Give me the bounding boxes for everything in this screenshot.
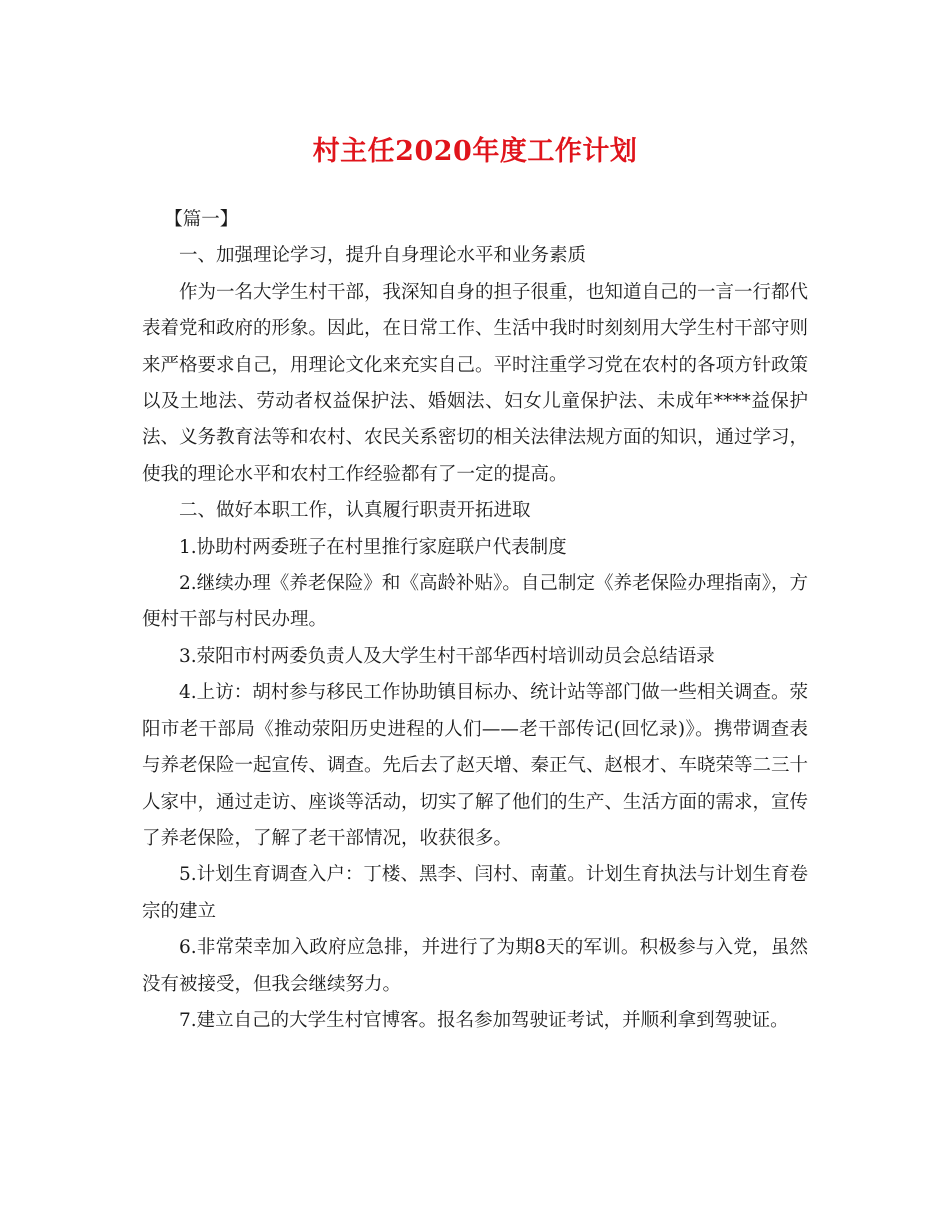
list-item-2: 2.继续办理《养老保险》和《高龄补贴》。自己制定《养老保险办理指南》，方便村干部与村民办理。 [142,573,808,631]
paragraph-theory-study: 作为一名大学生村干部，我深知自身的担子很重，也知道自己的一言一行都代表着党和政府的形象。因此，在日常工作、生活中我时时刻刻用大学生村干部守则来严格要求自己，用理论文化来充实自己。平时注重学习党在农村的各项方针政策以及土地法、劳动者权益保护法、婚姻法、妇女儿童保护法、未成年****益保护法、义务教育法等和农村、农民关系密切的相关法律法规方面的知识，通过学习，使我的理论水平和农村工作经验都有了一定的提高。 [142,281,809,485]
list-item-5: 5.计划生育调查入户：丁楼、黑李、闫村、南董。计划生育执法与计划生育卷宗的建立 [142,864,808,922]
document-title: 村主任2020年度工作计划 [312,136,638,167]
list-item-3: 3.荥阳市村两委负责人及大学生村干部华西村培训动员会总结语录 [179,645,715,667]
list-item-4: 4.上访：胡村参与移民工作协助镇目标办、统计站等部门做一些相关调查。荥阳市老干部局《推动荥阳历史进程的人们——老干部传记(回忆录)》。携带调查表与养老保险一起宣传、调查。先后去了赵天增、秦正气、赵根才、车晓荣等二三十人家中，通过走访、座谈等活动，切实了解了他们的生产、生活方面的需求，宣传了养老保险，了解了老干部情况，收获很多。 [142,682,809,849]
heading-theory-study: 一、加强理论学习，提升自身理论水平和业务素质 [179,245,587,267]
list-item-7: 7.建立自己的大学生村官博客。报名参加驾驶证考试，并顺利拿到驾驶证。 [179,1009,789,1031]
document-body [142,202,808,1039]
list-item-6: 6.非常荣幸加入政府应急排，并进行了为期8天的军训。积极参与入党，虽然没有被接受，但我会继续努力。 [142,937,808,995]
heading-duties: 二、做好本职工作，认真履行职责开拓进取 [179,500,531,522]
list-item-1: 1.协助村两委班子在村里推行家庭联户代表制度 [179,536,567,558]
section-tag: 【篇一】 [164,209,239,230]
